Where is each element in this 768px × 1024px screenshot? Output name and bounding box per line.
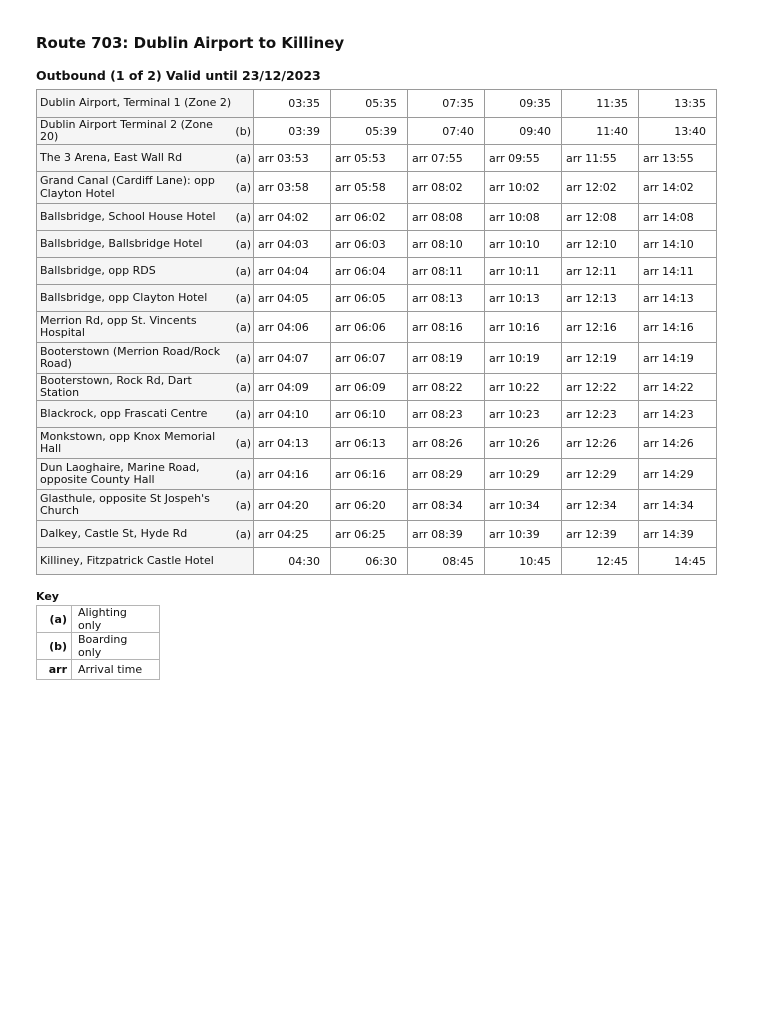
time-cell: arr 12:08 [562,204,639,231]
time-cell: arr 04:16 [254,459,331,490]
time-cell: arr 10:11 [485,258,562,285]
time-cell: arr 12:19 [562,343,639,374]
time-cell: 03:39 [254,118,331,145]
time-cell: 11:40 [562,118,639,145]
time-cell: arr 14:13 [639,285,717,312]
timetable-row [37,312,717,343]
time-cell: arr 04:13 [254,428,331,459]
time-cell: arr 10:10 [485,231,562,258]
time-cell: arr 04:09 [254,374,331,401]
key-title: Key [36,590,59,603]
time-cell: arr 06:06 [331,312,408,343]
timetable-row [37,490,717,521]
timetable [36,89,717,575]
time-cell: arr 10:08 [485,204,562,231]
time-cell: arr 10:39 [485,521,562,548]
key-code: (a) [37,606,72,633]
time-cell: arr 06:10 [331,401,408,428]
time-cell: arr 08:22 [408,374,485,401]
stop-name: Dublin Airport, Terminal 1 (Zone 2) [40,96,232,110]
stop-note: (a) [235,210,251,224]
timetable-row [37,285,717,312]
page-title: Route 703: Dublin Airport to Killiney [36,34,345,52]
stop-name: Dun Laoghaire, Marine Road, opposite County Hall [40,460,200,486]
time-cell: arr 14:39 [639,521,717,548]
timetable-body [37,90,717,575]
time-cell: arr 08:10 [408,231,485,258]
stop-cell [37,428,254,459]
stop-name: Ballsbridge, opp RDS [40,263,156,277]
time-cell: arr 14:16 [639,312,717,343]
stop-name: Blackrock, opp Frascati Centre [40,406,208,420]
time-cell: arr 04:07 [254,343,331,374]
key-row [37,606,160,633]
time-cell: 03:35 [254,90,331,118]
time-cell: arr 12:29 [562,459,639,490]
time-cell: arr 14:34 [639,490,717,521]
stop-note: (a) [235,320,251,334]
time-cell: arr 10:13 [485,285,562,312]
time-cell: arr 03:58 [254,172,331,204]
time-cell: arr 04:03 [254,231,331,258]
stop-cell [37,401,254,428]
time-cell: arr 06:20 [331,490,408,521]
stop-cell [37,118,254,145]
stop-note: (a) [235,291,251,305]
stop-note: (a) [235,151,251,165]
time-cell: arr 04:20 [254,490,331,521]
timetable-row [37,521,717,548]
timetable-row [37,231,717,258]
time-cell: arr 08:08 [408,204,485,231]
time-cell: 11:35 [562,90,639,118]
time-cell: arr 14:08 [639,204,717,231]
timetable-row [37,258,717,285]
time-cell: arr 08:11 [408,258,485,285]
key-meaning: Alighting only [72,606,160,633]
time-cell: 09:35 [485,90,562,118]
stop-cell [37,374,254,401]
time-cell: arr 11:55 [562,145,639,172]
time-cell: arr 08:23 [408,401,485,428]
stop-cell [37,548,254,575]
stop-cell [37,343,254,374]
time-cell: arr 08:19 [408,343,485,374]
time-cell: arr 14:22 [639,374,717,401]
time-cell: arr 12:39 [562,521,639,548]
stop-note: (a) [235,264,251,278]
time-cell: arr 04:05 [254,285,331,312]
stop-note: (a) [235,181,251,194]
stop-note: (a) [235,498,251,512]
time-cell: arr 08:16 [408,312,485,343]
time-cell: arr 06:03 [331,231,408,258]
time-cell: arr 06:04 [331,258,408,285]
stop-note: (a) [235,527,251,541]
time-cell: arr 14:26 [639,428,717,459]
time-cell: arr 09:55 [485,145,562,172]
time-cell: arr 12:11 [562,258,639,285]
stop-note: (a) [235,237,251,251]
stop-note: (a) [235,380,251,394]
time-cell: arr 10:26 [485,428,562,459]
key-row [37,660,160,680]
stop-note: (a) [235,407,251,421]
timetable-row [37,118,717,145]
time-cell: 07:40 [408,118,485,145]
timetable-row [37,548,717,575]
time-cell: arr 14:11 [639,258,717,285]
time-cell: arr 06:09 [331,374,408,401]
time-cell: 04:30 [254,548,331,575]
timetable-row [37,374,717,401]
time-cell: arr 08:13 [408,285,485,312]
time-cell: arr 06:02 [331,204,408,231]
time-cell: arr 05:53 [331,145,408,172]
time-cell: arr 08:29 [408,459,485,490]
time-cell: arr 10:29 [485,459,562,490]
time-cell: arr 04:06 [254,312,331,343]
time-cell: arr 12:23 [562,401,639,428]
stop-note: (a) [235,351,251,365]
stop-note: (a) [235,467,251,481]
stop-cell [37,285,254,312]
stop-cell [37,312,254,343]
stop-cell [37,231,254,258]
time-cell: arr 12:10 [562,231,639,258]
timetable-row [37,172,717,204]
time-cell: 08:45 [408,548,485,575]
timetable-row [37,90,717,118]
time-cell: arr 10:22 [485,374,562,401]
stop-name: Booterstown (Merrion Road/Rock Road) [40,344,221,370]
timetable-row [37,401,717,428]
key-code: arr [37,660,72,680]
time-cell: 06:30 [331,548,408,575]
time-cell: arr 06:07 [331,343,408,374]
time-cell: arr 06:16 [331,459,408,490]
stop-name: Ballsbridge, opp Clayton Hotel [40,290,208,304]
time-cell: arr 14:19 [639,343,717,374]
time-cell: arr 13:55 [639,145,717,172]
time-cell: arr 14:29 [639,459,717,490]
time-cell: arr 12:34 [562,490,639,521]
time-cell: 14:45 [639,548,717,575]
stop-name: Killiney, Fitzpatrick Castle Hotel [40,553,214,567]
stop-cell [37,204,254,231]
time-cell: arr 08:34 [408,490,485,521]
stop-name: Dublin Airport Terminal 2 (Zone 20) [40,117,213,143]
key-table [36,605,160,680]
timetable-row [37,428,717,459]
time-cell: arr 10:19 [485,343,562,374]
time-cell: arr 05:58 [331,172,408,204]
stop-name: Ballsbridge, School House Hotel [40,209,216,223]
stop-cell [37,145,254,172]
timetable-subtitle: Outbound (1 of 2) Valid until 23/12/2023 [36,68,321,83]
key-code: (b) [37,633,72,660]
time-cell: 07:35 [408,90,485,118]
time-cell: arr 08:39 [408,521,485,548]
time-cell: arr 04:04 [254,258,331,285]
key-meaning: Arrival time [72,660,160,680]
stop-cell [37,521,254,548]
time-cell: arr 14:02 [639,172,717,204]
time-cell: 10:45 [485,548,562,575]
time-cell: arr 06:13 [331,428,408,459]
key-body [37,606,160,680]
time-cell: arr 14:23 [639,401,717,428]
stop-cell [37,90,254,118]
time-cell: arr 04:10 [254,401,331,428]
time-cell: arr 08:02 [408,172,485,204]
time-cell: arr 06:05 [331,285,408,312]
stop-name: Dalkey, Castle St, Hyde Rd [40,526,188,540]
time-cell: arr 12:26 [562,428,639,459]
stop-cell [37,172,254,204]
timetable-row [37,204,717,231]
time-cell: arr 08:26 [408,428,485,459]
time-cell: 05:35 [331,90,408,118]
stop-cell [37,459,254,490]
stop-name: Glasthule, opposite St Jospeh's Church [40,491,210,517]
time-cell: arr 14:10 [639,231,717,258]
time-cell: arr 12:22 [562,374,639,401]
stop-note: (a) [235,436,251,450]
timetable-row [37,145,717,172]
stop-note: (b) [235,124,251,138]
stop-name: Merrion Rd, opp St. Vincents Hospital [40,313,197,339]
stop-name: Booterstown, Rock Rd, Dart Station [40,373,192,399]
time-cell: arr 10:16 [485,312,562,343]
time-cell: arr 06:25 [331,521,408,548]
time-cell: arr 04:25 [254,521,331,548]
time-cell: arr 10:34 [485,490,562,521]
time-cell: arr 12:02 [562,172,639,204]
time-cell: arr 12:16 [562,312,639,343]
stop-name: Ballsbridge, Ballsbridge Hotel [40,236,203,250]
time-cell: 13:40 [639,118,717,145]
time-cell: arr 12:13 [562,285,639,312]
time-cell: arr 10:02 [485,172,562,204]
key-meaning: Boarding only [72,633,160,660]
time-cell: arr 03:53 [254,145,331,172]
stop-cell [37,258,254,285]
timetable-row [37,459,717,490]
time-cell: arr 10:23 [485,401,562,428]
stop-name: The 3 Arena, East Wall Rd [40,150,183,164]
stop-name: Grand Canal (Cardiff Lane): opp Clayton Hotel [40,174,215,200]
stop-name: Monkstown, opp Knox Memorial Hall [40,429,216,455]
stop-cell [37,490,254,521]
key-row [37,633,160,660]
time-cell: arr 07:55 [408,145,485,172]
timetable-row [37,343,717,374]
time-cell: 13:35 [639,90,717,118]
time-cell: 05:39 [331,118,408,145]
time-cell: arr 04:02 [254,204,331,231]
time-cell: 12:45 [562,548,639,575]
time-cell: 09:40 [485,118,562,145]
